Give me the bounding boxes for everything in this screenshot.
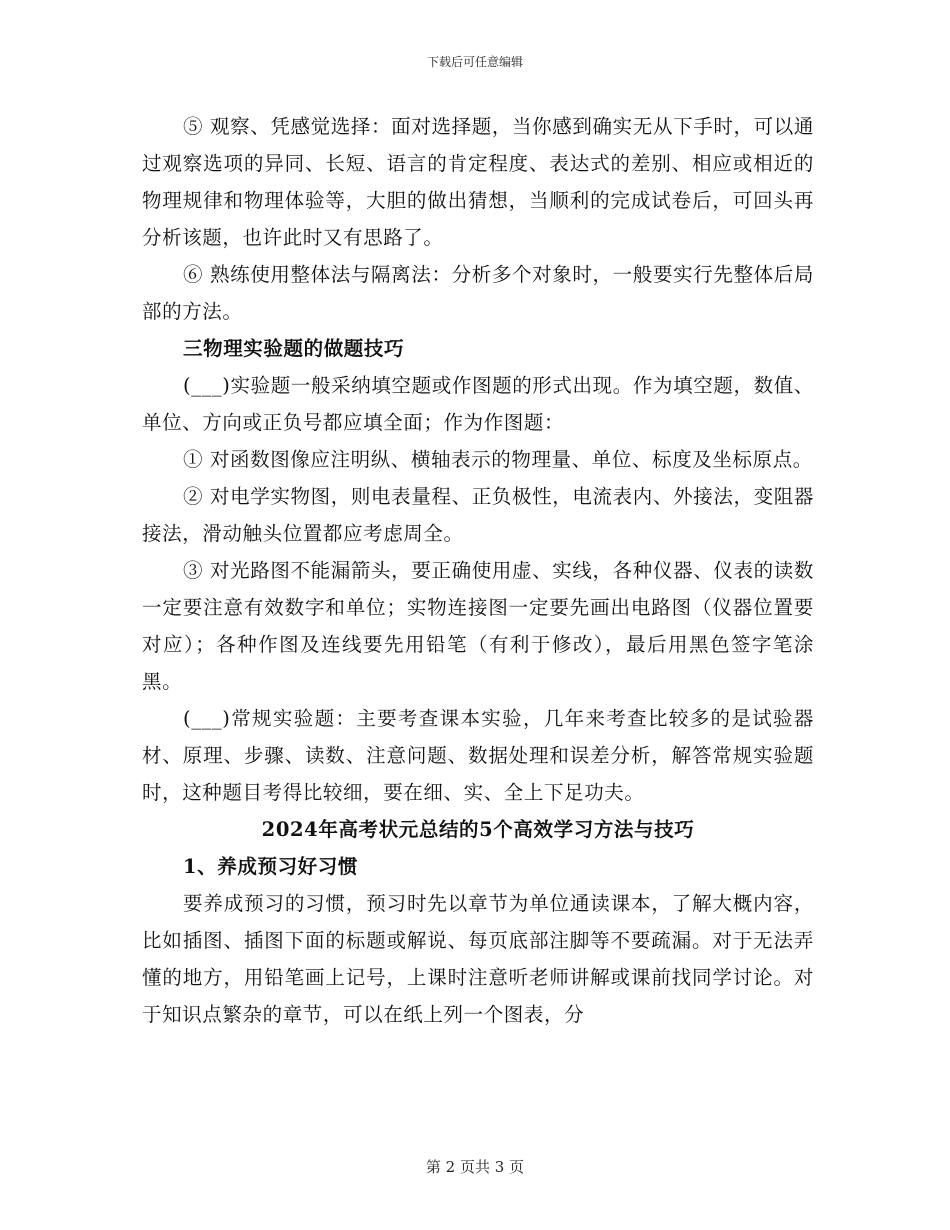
paragraph: ② 对电学实物图，则电表量程、正负极性，电流表内、外接法，变阻器接法，滑动触头位置都应考虑周全。 (142, 485, 814, 545)
article-title: 2024年高考状元总结的5个高效学习方法与技巧 (261, 818, 695, 841)
paragraph: (___)实验题一般采纳填空题或作图题的形式出现。作为填空题，数值、单位、方向或正负号都应填全面；作为作图题： (142, 374, 814, 434)
section-heading: 三物理实验题的做题技巧 (183, 337, 405, 360)
page-number: 第 2 页共 3 页 (425, 1158, 525, 1176)
paragraph: ③ 对光路图不能漏箭头，要正确使用虚、实线，各种仪器、仪表的读数一定要注意有效数字和单位；实物连接图一定要先画出电路图（仪器位置要对应）；各种作图及连线要先用铅笔（有利于修改），最后用黑色签字笔涂黑。 (142, 559, 814, 693)
paragraph: ① 对函数图像应注明纵、横轴表示的物理量、单位、标度及坐标原点。 (183, 448, 813, 471)
page-header: 下载后可任意编辑 (426, 55, 523, 69)
section-heading: 1、养成预习好习惯 (183, 855, 358, 878)
paragraph: ⑥ 熟练使用整体法与隔离法：分析多个对象时，一般要实行先整体后局部的方法。 (142, 263, 814, 323)
document-body (142, 108, 814, 1033)
paragraph: (___)常规实验题：主要考查课本实验，几年来考查比较多的是试验器材、原理、步骤、读数、注意问题、数据处理和误差分析，解答常规实验题时，这种题目考得比较细，要在细、实、全上下足功夫。 (142, 707, 814, 804)
paragraph: 要养成预习的习惯，预习时先以章节为单位通读课本，了解大概内容，比如插图、插图下面的标题或解说、每页底部注脚等不要疏漏。对于无法弄懂的地方，用铅笔画上记号，上课时注意听老师讲解或课前找同学讨论。对于知识点繁杂的章节，可以在纸上列一个图表，分 (142, 892, 814, 1026)
paragraph: ⑤ 观察、凭感觉选择：面对选择题，当你感到确实无从下手时，可以通过观察选项的异同、长短、语言的肯定程度、表达式的差别、相应或相近的物理规律和物理体验等，大胆的做出猜想，当顺利的完成试卷后，可回头再分析该题，也许此时又有思路了。 (142, 115, 814, 249)
